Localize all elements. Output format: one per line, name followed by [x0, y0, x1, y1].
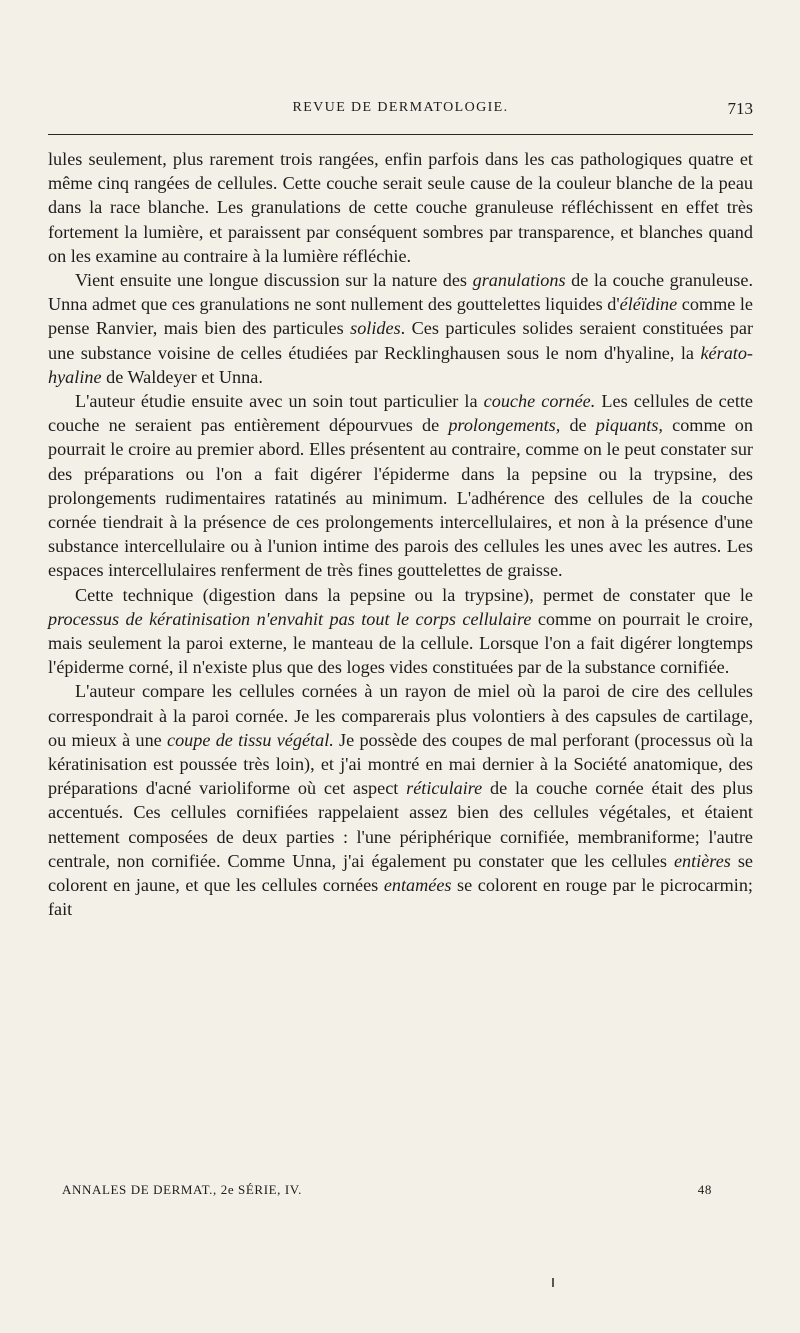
- text-run: Les cellules de cette couche ne seraient pas entièrement dépourvues de: [48, 391, 753, 436]
- italic-run: processus de kératinisation n'envahit pas tout le corps cellulaire: [48, 608, 532, 629]
- text-run: . Ces particules solides seraient constituées par une substance voisine de celles étudiées par Recklinghausen sous le nom d'hyaline, la: [48, 318, 753, 363]
- italic-run: prolongements,: [448, 415, 561, 436]
- text-run: se colorent en jaune, et que les cellules cornées: [48, 850, 753, 896]
- italic-run: coupe de tissu végétal.: [167, 729, 334, 750]
- signature-line: [62, 1182, 712, 1202]
- italic-run: entamées: [383, 875, 452, 896]
- italic-run: granulations: [472, 270, 566, 291]
- paragraph-2: [48, 268, 753, 389]
- text-run: Vient ensuite une longue discussion sur la nature des: [75, 270, 473, 291]
- text-run: L'auteur étudie ensuite avec un soin tout particulier la: [75, 391, 484, 412]
- paragraph-5: [48, 679, 753, 921]
- italic-run: éléïdine: [619, 294, 678, 315]
- paragraph-1: [48, 147, 753, 268]
- text-run: Cette technique (digestion dans la pepsine ou la trypsine), permet de constater que le: [75, 584, 753, 605]
- text-run: Je possède des coupes de mal perforant (processus où la kératinisation est poussée très loin), et j'ai montré en mai dernier à la Société anatomique, des préparations d'acné varioliforme où cet aspect: [48, 729, 754, 799]
- italic-run: entières: [673, 850, 731, 871]
- text-run: de la couche granuleuse. Unna admet que ces granulations ne sont nullement des gouttelettes liquides d': [48, 270, 753, 315]
- italic-run: piquants,: [595, 415, 663, 436]
- text-run: comme le pense Ranvier, mais bien des particules: [48, 294, 753, 339]
- text-run: comme on pourrait le croire au premier abord. Elles présentent au contraire, comme on le peut constater sur des préparations ou l'on a fait digérer l'épiderme dans la pepsine ou la trypsine, des prolongements rudimentaires ratatinés au minimum. L'adhérence des cellules de la couche cornée tiendrait à la présence de ces prolongements intercellulaires, et non à la présence d'une substance intercellulaire ou à l'union intime des parois des cellules les unes avec les autres. Les espaces intercellulaires renferment de très fines gouttelettes de graisse.: [48, 415, 753, 581]
- text-run: comme on pourrait le croire, mais seulement la paroi externe, le manteau de la cellule. Lorsque l'on a fait digérer longtemps l'épiderme corné, il n'existe plus que des loges vides constituées par de la substance cornifiée.: [48, 608, 753, 678]
- paragraph-3: [48, 389, 753, 583]
- italic-run: réticulaire: [406, 778, 483, 799]
- signature-number: 48: [697, 1182, 712, 1197]
- page-number: 713: [727, 99, 753, 118]
- running-title: REVUE DE DERMATOLOGIE.: [292, 100, 509, 115]
- italic-run: solides: [350, 318, 401, 339]
- paragraph-4: [48, 583, 753, 680]
- text-run: de la couche cornée était des plus accentués. Ces cellules cornifiées rappelaient assez bien des cellules végétales, et étaient nettement composées de deux parties : l'une périphérique cornifiée, membraniforme; l'autre centrale, non cornifiée. Comme Unna, j'ai également pu constater que les cellules: [48, 778, 753, 871]
- running-head: [48, 100, 753, 124]
- text-run: se colorent en rouge par le picrocarmin; fait: [48, 875, 753, 920]
- text-run: de Waldeyer et Unna.: [101, 366, 263, 387]
- text-run: lules seulement, plus rarement trois rangées, enfin parfois dans les cas pathologiques quatre et même cinq rangées de cellules. Cette couche serait seule cause de la couleur blanche de la peau dans la race blanche. Les granulations de cette couche granuleuse réfléchissent en effet très fortement la lumière, et paraissent par conséquent sombres par transparence, et blanches quand on les examine au contraire à la lumière réfléchie.: [48, 149, 753, 266]
- signature-mark: ANNALES DE DERMAT., 2e SÉRIE, IV.: [62, 1182, 302, 1197]
- stray-ink-mark: [552, 1278, 554, 1287]
- text-run: de: [560, 415, 596, 436]
- italic-run: couche cornée.: [483, 391, 596, 412]
- header-rule: [48, 134, 753, 135]
- body-text: [48, 147, 753, 922]
- text-run: L'auteur compare les cellules cornées à un rayon de miel où la paroi de cire des cellules correspondrait à la paroi cornée. Je les comparerais plus volontiers à des capsules de cartilage, ou mieux à une: [48, 681, 753, 750]
- italic-run: kérato-hyaline: [48, 342, 753, 387]
